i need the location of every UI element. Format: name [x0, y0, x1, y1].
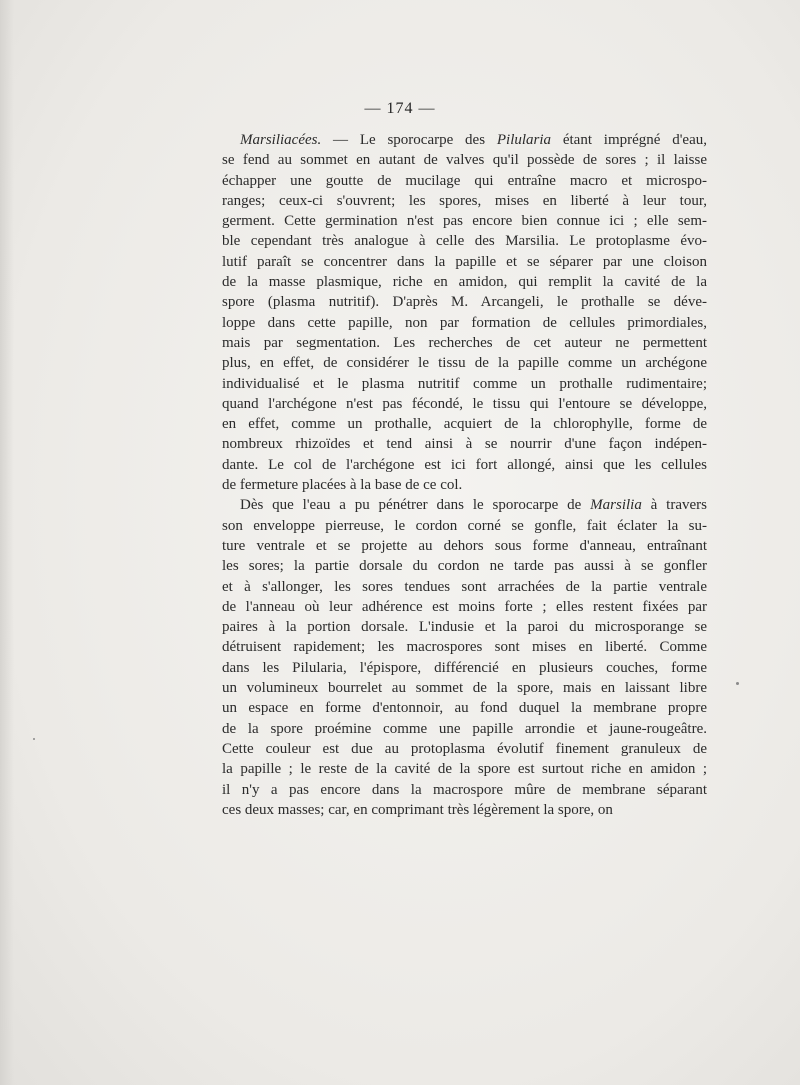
- text-line: [222, 455, 707, 475]
- text-run: dans les Pilularia, l'épispore, différencié en plusieurs couches, forme: [222, 659, 707, 676]
- italic-term: Marsilia: [590, 497, 642, 514]
- text-line: [222, 191, 707, 211]
- text-line: [222, 394, 707, 414]
- text-line: [222, 272, 707, 292]
- ink-speck: [33, 738, 35, 740]
- page-gutter-shadow: [0, 0, 14, 1085]
- text-line: [222, 171, 707, 191]
- text-run: détruisent rapidement; les macrospores sont mises en liberté. Comme: [222, 639, 707, 656]
- text-line: [222, 211, 707, 231]
- text-line: [222, 130, 707, 150]
- text-run: ranges; ceux-ci s'ouvrent; les spores, mises en liberté à leur tour,: [222, 192, 707, 209]
- text-line: [222, 577, 707, 597]
- text-line: [222, 495, 707, 515]
- text-run: et à s'allonger, les sores tendues sont arrachées de la partie ventrale: [222, 578, 707, 595]
- text-line: [222, 617, 707, 637]
- text-run: de la spore proémine comme une papille arrondie et jaune-rougeâtre.: [222, 720, 707, 737]
- text-line: [222, 698, 707, 718]
- text-line: [222, 637, 707, 657]
- text-line: [222, 231, 707, 251]
- text-run: à travers: [641, 497, 707, 514]
- text-line: [222, 536, 707, 556]
- text-run: paires à la portion dorsale. L'indusie et la paroi du microsporange se: [222, 619, 707, 636]
- text-line: [222, 597, 707, 617]
- text-line: [222, 759, 707, 779]
- text-run: spore (plasma nutritif). D'après M. Arcangeli, le prothalle se déve-: [222, 294, 707, 311]
- text-run: étant imprégné d'eau,: [551, 132, 707, 148]
- text-run: plus, en effet, de considérer le tissu de la papille comme un archégone: [222, 355, 707, 372]
- text-run: loppe dans cette papille, non par formation de cellules primordiales,: [222, 314, 707, 331]
- text-line: [222, 414, 707, 434]
- text-run: un espace en forme d'entonnoir, au fond duquel la membrane propre: [222, 700, 707, 717]
- text-run: de la masse plasmique, riche en amidon, qui remplit la cavité de la: [222, 274, 707, 291]
- text-line: [222, 678, 707, 698]
- ink-speck: [736, 682, 739, 685]
- text-line: [222, 374, 707, 394]
- text-line: [222, 434, 707, 454]
- text-run: échapper une goutte de mucilage qui entraîne macro et microspo-: [222, 172, 707, 189]
- text-run: se fend au sommet en autant de valves qu'il possède de sores ; il laisse: [222, 152, 707, 169]
- text-line: [222, 739, 707, 759]
- text-run: son enveloppe pierreuse, le cordon corné se gonfle, fait éclater la su-: [222, 517, 707, 534]
- text-run: Dès que l'eau a pu pénétrer dans le sporocarpe de: [240, 497, 591, 514]
- text-run: de fermeture placées à la base de ce col.: [222, 477, 463, 494]
- text-run: quand l'archégone n'est pas fécondé, le tissu qui l'entoure se développe,: [222, 395, 707, 412]
- text-line: [222, 800, 707, 820]
- text-run: lutif paraît se concentrer dans la papille et se séparer par une cloison: [222, 253, 707, 270]
- text-line: [222, 516, 707, 536]
- text-line: [222, 780, 707, 800]
- text-line: [222, 475, 707, 495]
- text-run: il n'y a pas encore dans la macrospore mûre de membrane séparant: [222, 781, 707, 798]
- text-run: la papille ; le reste de la cavité de la spore est surtout riche en amidon ;: [222, 761, 707, 778]
- text-run: mais par segmentation. Les recherches de cet auteur ne permettent: [222, 334, 707, 351]
- text-line: [222, 150, 707, 170]
- text-run: dante. Le col de l'archégone est ici fort allongé, ainsi que les cellules: [222, 456, 707, 473]
- italic-term: Marsiliacées.: [240, 132, 322, 148]
- text-run: les sores; la partie dorsale du cordon ne tarde pas aussi à se gonfler: [222, 558, 707, 575]
- text-run: en effet, comme un prothalle, acquiert de la chlorophylle, forme de: [222, 416, 707, 433]
- page-body: [222, 130, 707, 820]
- text-line: [222, 353, 707, 373]
- text-line: [222, 556, 707, 576]
- text-run: de l'anneau où leur adhérence est moins forte ; elles restent fixées par: [222, 598, 707, 615]
- text-run: ture ventrale et se projette au dehors sous forme d'anneau, entraînant: [222, 537, 707, 554]
- text-run: — Le sporocarpe des: [321, 132, 497, 148]
- text-run: individualisé et le plasma nutritif comme un prothalle rudimentaire;: [222, 375, 707, 392]
- text-line: [222, 313, 707, 333]
- text-run: ble cependant très analogue à celle des Marsilia. Le protoplasme évo-: [222, 233, 707, 250]
- text-run: Cette couleur est due au protoplasma évolutif finement granuleux de: [222, 740, 707, 757]
- text-line: [222, 333, 707, 353]
- text-line: [222, 658, 707, 678]
- text-run: ces deux masses; car, en comprimant très légèrement la spore, on: [222, 801, 613, 818]
- italic-term: Pilularia: [496, 132, 552, 148]
- text-line: [222, 252, 707, 272]
- page-number: — 174 —: [364, 100, 436, 117]
- text-line: [222, 719, 707, 739]
- text-run: nombreux rhizoïdes et tend ainsi à se nourrir d'une façon indépen-: [222, 436, 707, 453]
- text-line: [222, 292, 707, 312]
- text-run: germent. Cette germination n'est pas encore bien connue ici ; elle sem-: [222, 213, 707, 230]
- text-run: un volumineux bourrelet au sommet de la spore, mais en laissant libre: [222, 680, 707, 697]
